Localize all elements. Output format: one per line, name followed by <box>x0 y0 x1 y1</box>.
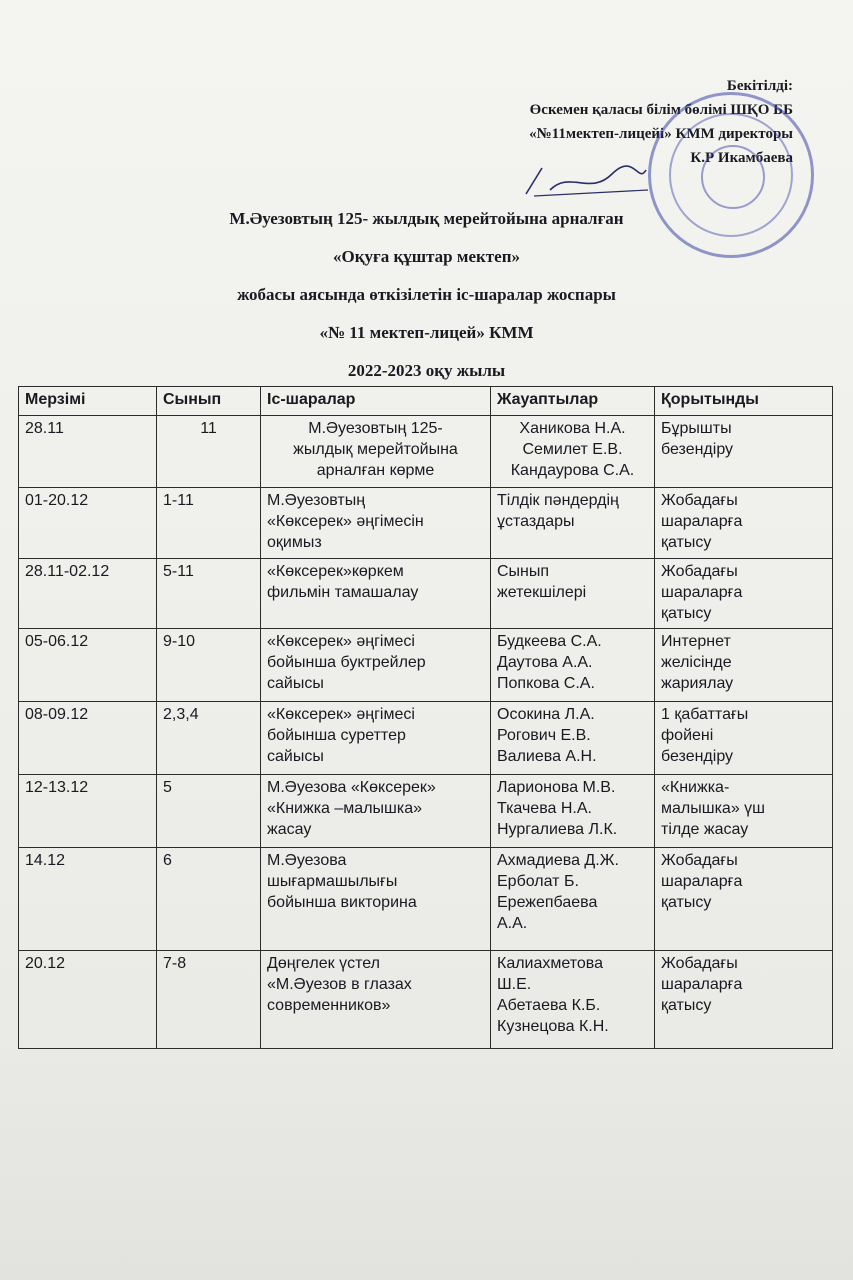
cell-result: Жобадағы шараларға қатысу <box>655 559 833 629</box>
cell-responsible: Сынып жетекшілері <box>491 559 655 629</box>
table-row <box>19 848 833 951</box>
cell-class: 5 <box>157 775 261 848</box>
table-header-row <box>19 387 833 416</box>
table-row <box>19 951 833 1049</box>
cell-date: 01-20.12 <box>19 488 157 559</box>
cell-class: 7-8 <box>157 951 261 1049</box>
cell-result: Жобадағы шараларға қатысу <box>655 848 833 951</box>
header-result: Қорытынды <box>655 387 833 416</box>
title-line-plan: жобасы аясында өткізілетін іс-шаралар жоспары <box>237 285 616 304</box>
table-row <box>19 416 833 488</box>
cell-class: 5-11 <box>157 559 261 629</box>
cell-class: 11 <box>157 416 261 488</box>
cell-event: Дөңгелек үстел «М.Әуезов в глазах современников» <box>261 951 491 1049</box>
cell-responsible: Осокина Л.А. Рогович Е.В. Валиева А.Н. <box>491 702 655 775</box>
header-class: Сынып <box>157 387 261 416</box>
cell-event: М.Әуезовтың «Көксерек» әңгімесін оқимыз <box>261 488 491 559</box>
cell-date: 28.11 <box>19 416 157 488</box>
document-title <box>0 200 853 390</box>
title-line-project: «Оқуға құштар мектеп» <box>332 247 520 266</box>
cell-event: М.Әуезова шығармашылығы бойынша викторина <box>261 848 491 951</box>
approval-line-school: «№11мектеп-лицейі» КММ директоры <box>529 126 793 142</box>
cell-responsible: Ханикова Н.А. Семилет Е.В. Кандаурова С.А. <box>491 416 655 488</box>
cell-date: 08-09.12 <box>19 702 157 775</box>
cell-event: М.Әуезова «Көксерек» «Книжка –малышка» жасау <box>261 775 491 848</box>
cell-class: 1-11 <box>157 488 261 559</box>
cell-responsible: Будкеева С.А. Даутова А.А. Попкова С.А. <box>491 629 655 702</box>
title-line-anniversary: М.Әуезовтың 125- жылдық мерейтойына арналған <box>229 209 624 228</box>
header-event: Іс-шаралар <box>261 387 491 416</box>
cell-date: 05-06.12 <box>19 629 157 702</box>
cell-date: 20.12 <box>19 951 157 1049</box>
cell-responsible: Тілдік пәндердің ұстаздары <box>491 488 655 559</box>
cell-event: «Көксерек» әңгімесі бойынша суреттер сайысы <box>261 702 491 775</box>
title-line-year: 2022-2023 оқу жылы <box>347 361 506 380</box>
cell-result: Жобадағы шараларға қатысу <box>655 951 833 1049</box>
signature-icon <box>520 160 650 200</box>
table-row <box>19 559 833 629</box>
cell-class: 2,3,4 <box>157 702 261 775</box>
cell-result: Интернет желісінде жариялау <box>655 629 833 702</box>
table-row <box>19 629 833 702</box>
cell-event: М.Әуезовтың 125- жылдық мерейтойына арналған көрме <box>261 416 491 488</box>
table-row <box>19 702 833 775</box>
cell-result: Бұрышты безендіру <box>655 416 833 488</box>
approval-label: Бекітілді: <box>726 78 793 94</box>
cell-responsible: Ахмадиева Д.Ж. Ерболат Б. Ережепбаева А.А. <box>491 848 655 951</box>
cell-class: 6 <box>157 848 261 951</box>
cell-date: 14.12 <box>19 848 157 951</box>
cell-event: «Көксерек»көркем фильмін тамашалау <box>261 559 491 629</box>
cell-responsible: Ларионова М.В. Ткачева Н.А. Нургалиева Л.К. <box>491 775 655 848</box>
title-line-school: «№ 11 мектеп-лицей» КММ <box>319 323 534 342</box>
cell-event: «Көксерек» әңгімесі бойынша буктрейлер сайысы <box>261 629 491 702</box>
cell-date: 28.11-02.12 <box>19 559 157 629</box>
header-responsible: Жауаптылар <box>491 387 655 416</box>
cell-date: 12-13.12 <box>19 775 157 848</box>
table-row <box>19 488 833 559</box>
cell-class: 9-10 <box>157 629 261 702</box>
approval-line-department: Өскемен қаласы білім бөлімі ШҚО ББ <box>529 102 793 118</box>
table-row <box>19 775 833 848</box>
cell-responsible: Калиахметова Ш.Е. Абетаева К.Б. Кузнецова К.Н. <box>491 951 655 1049</box>
header-date: Мерзімі <box>19 387 157 416</box>
cell-result: Жобадағы шараларға қатысу <box>655 488 833 559</box>
approval-line-director: К.Р Икамбаева <box>690 150 793 166</box>
cell-result: 1 қабаттағы фойені безендіру <box>655 702 833 775</box>
events-plan-table <box>18 386 833 1049</box>
cell-result: «Книжка- малышка» үш тілде жасау <box>655 775 833 848</box>
